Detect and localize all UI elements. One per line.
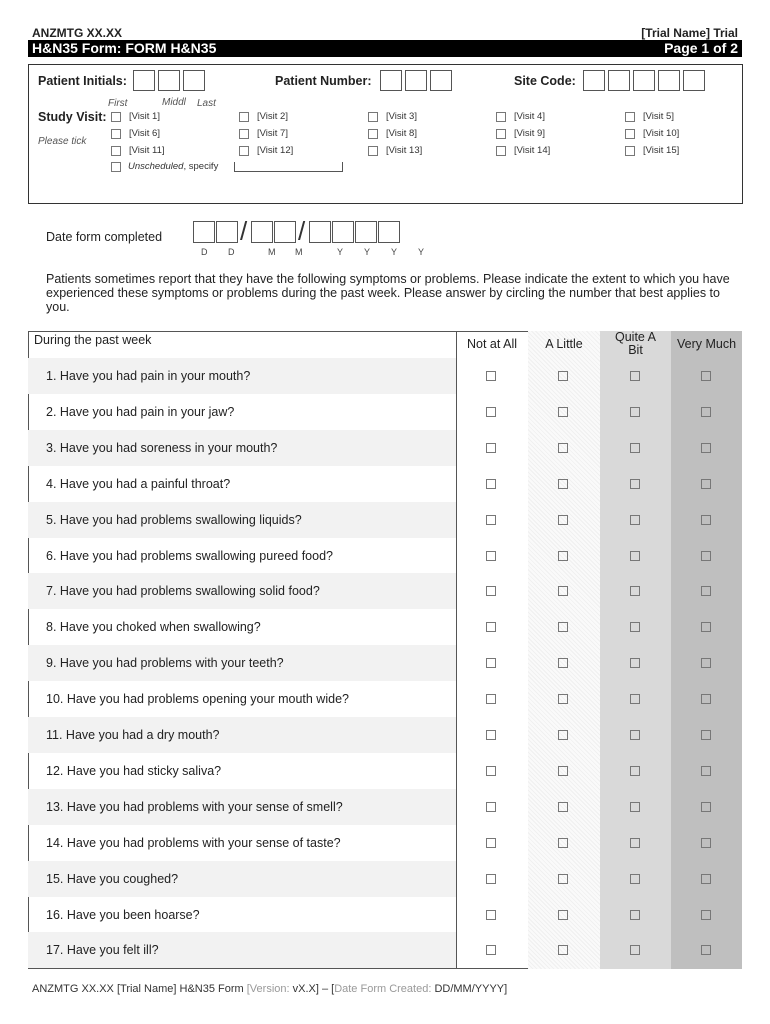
col-head-quite-a-bit: Quite A Bit bbox=[615, 330, 656, 357]
visit-label-3: [Visit 3] bbox=[386, 111, 417, 122]
instructions-text: Patients sometimes report that they have the following symptoms or problems. Please indicate the extent to which you have experienced these symptoms or problems during the past week. Please answer by circling the number that best applies to you. bbox=[46, 272, 730, 314]
question-text: 11. Have you had a dry mouth? bbox=[46, 728, 220, 742]
response-checkbox-q1-very-much[interactable] bbox=[701, 371, 711, 381]
visit-checkbox-7[interactable] bbox=[239, 129, 249, 139]
visit-checkbox-11[interactable] bbox=[111, 146, 121, 156]
response-checkbox-q10-very-much[interactable] bbox=[701, 694, 711, 704]
response-checkbox-q6-quite-a-bit[interactable] bbox=[630, 551, 640, 561]
date-letter-y1: Y bbox=[337, 247, 344, 257]
title-bar bbox=[28, 40, 742, 57]
col-head-not-at-all: Not at All bbox=[466, 336, 518, 351]
question-text: 3. Have you had soreness in your mouth? bbox=[46, 440, 278, 455]
question-text: 12. Have you had sticky saliva? bbox=[46, 763, 222, 778]
footer-version-value: vX.X bbox=[292, 983, 316, 995]
initials-first: First bbox=[108, 98, 128, 109]
visit-checkbox-10[interactable] bbox=[625, 129, 635, 139]
table-row bbox=[28, 645, 456, 681]
visit-checkbox-12[interactable] bbox=[239, 146, 249, 156]
table-row bbox=[28, 466, 456, 502]
unscheduled-text: Unscheduled bbox=[128, 161, 184, 172]
footer-separator: ] – [ bbox=[315, 983, 335, 995]
question-text: 17. Have you felt ill? bbox=[46, 943, 159, 958]
visit-label-15: [Visit 15] bbox=[643, 145, 680, 156]
date-slash-2: / bbox=[298, 216, 306, 246]
response-checkbox-q9-quite-a-bit[interactable] bbox=[630, 658, 640, 668]
visit-label-13: [Visit 13] bbox=[386, 145, 423, 156]
response-checkbox-q14-not-at-all[interactable] bbox=[486, 838, 496, 848]
response-checkbox-q12-not-at-all[interactable] bbox=[486, 766, 496, 776]
table-row bbox=[28, 932, 456, 968]
visit-label-5: [Visit 5] bbox=[643, 111, 674, 122]
response-checkbox-q2-not-at-all[interactable] bbox=[486, 407, 496, 417]
response-checkbox-q10-quite-a-bit[interactable] bbox=[630, 694, 640, 704]
table-row bbox=[28, 538, 456, 574]
response-checkbox-q4-quite-a-bit[interactable] bbox=[630, 479, 640, 489]
visit-label-10: [Visit 10] bbox=[643, 128, 680, 139]
initials-middle: Middl bbox=[162, 97, 186, 108]
response-checkbox-q5-not-at-all[interactable] bbox=[486, 515, 496, 525]
footer bbox=[32, 983, 507, 995]
visit-label-14: [Visit 14] bbox=[514, 145, 551, 156]
visit-label-1: [Visit 1] bbox=[129, 111, 160, 122]
table-row bbox=[28, 789, 456, 825]
form-title: H&N35 Form: FORM H&N35 bbox=[32, 40, 217, 56]
response-checkbox-q7-quite-a-bit[interactable] bbox=[630, 586, 640, 596]
col-head-very-much: Very Much bbox=[676, 336, 737, 351]
date-letter-y2: Y bbox=[364, 247, 371, 257]
question-text: 5. Have you had problems swallowing liquids? bbox=[46, 512, 302, 527]
visit-checkbox-9[interactable] bbox=[496, 129, 506, 139]
response-checkbox-q4-not-at-all[interactable] bbox=[486, 479, 496, 489]
visit-checkbox-3[interactable] bbox=[368, 112, 378, 122]
table-row bbox=[28, 861, 456, 897]
visit-checkbox-6[interactable] bbox=[111, 129, 121, 139]
period-label: During the past week bbox=[34, 333, 152, 347]
response-checkbox-q7-not-at-all[interactable] bbox=[486, 586, 496, 596]
response-checkbox-q14-a-little[interactable] bbox=[558, 838, 568, 848]
date-letter-d1: D bbox=[201, 247, 208, 257]
response-checkbox-q12-very-much[interactable] bbox=[701, 766, 711, 776]
response-checkbox-q7-a-little[interactable] bbox=[558, 586, 568, 596]
response-checkbox-q6-not-at-all[interactable] bbox=[486, 551, 496, 561]
response-checkbox-q6-a-little[interactable] bbox=[558, 551, 568, 561]
table-row bbox=[28, 897, 456, 933]
response-checkbox-q13-very-much[interactable] bbox=[701, 802, 711, 812]
date-day-boxes[interactable] bbox=[193, 221, 241, 243]
table-row bbox=[28, 609, 456, 645]
site-code-boxes[interactable] bbox=[583, 70, 708, 91]
response-checkbox-q4-very-much[interactable] bbox=[701, 479, 711, 489]
trial-name: [Trial Name] Trial bbox=[641, 26, 738, 40]
footer-close: ] bbox=[504, 983, 508, 995]
response-checkbox-q4-a-little[interactable] bbox=[558, 479, 568, 489]
response-checkbox-q1-a-little[interactable] bbox=[558, 371, 568, 381]
specify-text: , specify bbox=[183, 161, 219, 172]
response-checkbox-q16-quite-a-bit[interactable] bbox=[630, 910, 640, 920]
visit-checkbox-1[interactable] bbox=[111, 112, 121, 122]
response-checkbox-q11-quite-a-bit[interactable] bbox=[630, 730, 640, 740]
response-checkbox-q16-very-much[interactable] bbox=[701, 910, 711, 920]
response-checkbox-q11-a-little[interactable] bbox=[558, 730, 568, 740]
patient-number-label: Patient Number: bbox=[275, 74, 372, 88]
question-text: 4. Have you had a painful throat? bbox=[46, 476, 231, 491]
visit-checkbox-2[interactable] bbox=[239, 112, 249, 122]
response-checkbox-q9-a-little[interactable] bbox=[558, 658, 568, 668]
response-checkbox-q7-very-much[interactable] bbox=[701, 586, 711, 596]
footer-form-id: ANZMTG XX.XX [Trial Name] H&N35 Form bbox=[32, 983, 247, 995]
response-checkbox-q8-not-at-all[interactable] bbox=[486, 622, 496, 632]
response-checkbox-q1-not-at-all[interactable] bbox=[486, 371, 496, 381]
response-checkbox-q5-very-much[interactable] bbox=[701, 515, 711, 525]
response-checkbox-q9-not-at-all[interactable] bbox=[486, 658, 496, 668]
date-year-boxes[interactable] bbox=[309, 221, 403, 243]
response-checkbox-q12-a-little[interactable] bbox=[558, 766, 568, 776]
page-number: Page 1 of 2 bbox=[664, 40, 738, 56]
unscheduled-specify-field[interactable] bbox=[234, 162, 343, 172]
date-letter-d2: D bbox=[228, 247, 235, 257]
response-checkbox-q11-not-at-all[interactable] bbox=[486, 730, 496, 740]
footer-version-label: [Version: bbox=[246, 983, 293, 995]
question-text: 9. Have you had problems with your teeth? bbox=[46, 656, 284, 671]
response-checkbox-q15-very-much[interactable] bbox=[701, 874, 711, 884]
unscheduled-checkbox[interactable] bbox=[111, 162, 121, 172]
visit-label-4: [Visit 4] bbox=[514, 111, 545, 122]
response-checkbox-q15-quite-a-bit[interactable] bbox=[630, 874, 640, 884]
patient-initials-boxes[interactable] bbox=[133, 70, 208, 91]
visit-label-11: [Visit 11] bbox=[129, 145, 165, 156]
date-letter-m2: M bbox=[295, 247, 303, 257]
response-checkbox-q3-quite-a-bit[interactable] bbox=[630, 443, 640, 453]
response-checkbox-q3-not-at-all[interactable] bbox=[486, 443, 496, 453]
date-slash-1: / bbox=[240, 216, 248, 246]
footer-created-label: Date Form Created: bbox=[334, 983, 435, 995]
date-letter-m1: M bbox=[268, 247, 276, 257]
col-head-a-little: A Little bbox=[545, 336, 583, 351]
unscheduled-label bbox=[128, 161, 218, 172]
response-checkbox-q2-quite-a-bit[interactable] bbox=[630, 407, 640, 417]
response-checkbox-q16-a-little[interactable] bbox=[558, 910, 568, 920]
table-row bbox=[28, 717, 456, 753]
response-checkbox-q15-not-at-all[interactable] bbox=[486, 874, 496, 884]
response-checkbox-q14-quite-a-bit[interactable] bbox=[630, 838, 640, 848]
question-text: 8. Have you choked when swallowing? bbox=[46, 620, 261, 635]
table-row bbox=[28, 394, 456, 430]
visit-checkbox-4[interactable] bbox=[496, 112, 506, 122]
response-checkbox-q17-not-at-all[interactable] bbox=[486, 945, 496, 955]
visit-checkbox-14[interactable] bbox=[496, 146, 506, 156]
question-text: 2. Have you had pain in your jaw? bbox=[46, 404, 235, 419]
response-checkbox-q17-a-little[interactable] bbox=[558, 945, 568, 955]
question-text: 10. Have you had problems opening your mouth wide? bbox=[46, 692, 349, 707]
response-checkbox-q6-very-much[interactable] bbox=[701, 551, 711, 561]
site-code-label: Site Code: bbox=[514, 74, 576, 88]
initials-last: Last bbox=[197, 98, 216, 109]
footer-created-value: DD/MM/YYYY bbox=[434, 983, 505, 995]
please-tick-note: Please tick bbox=[38, 136, 87, 147]
response-checkbox-q8-a-little[interactable] bbox=[558, 622, 568, 632]
response-checkbox-q2-a-little[interactable] bbox=[558, 407, 568, 417]
response-checkbox-q16-not-at-all[interactable] bbox=[486, 910, 496, 920]
response-checkbox-q11-very-much[interactable] bbox=[701, 730, 711, 740]
visit-label-12: [Visit 12] bbox=[257, 145, 294, 156]
visit-checkbox-13[interactable] bbox=[368, 146, 378, 156]
response-checkbox-q17-quite-a-bit[interactable] bbox=[630, 945, 640, 955]
visit-checkbox-8[interactable] bbox=[368, 129, 378, 139]
table-row bbox=[28, 430, 456, 466]
date-completed-label: Date form completed bbox=[46, 230, 163, 244]
patient-number-boxes[interactable] bbox=[380, 70, 455, 91]
question-text: 7. Have you had problems swallowing solid food? bbox=[46, 584, 320, 599]
response-checkbox-q5-a-little[interactable] bbox=[558, 515, 568, 525]
table-row bbox=[28, 502, 456, 538]
date-letter-y3: Y bbox=[391, 247, 398, 257]
response-checkbox-q13-a-little[interactable] bbox=[558, 802, 568, 812]
response-checkbox-q3-a-little[interactable] bbox=[558, 443, 568, 453]
response-checkbox-q8-very-much[interactable] bbox=[701, 622, 711, 632]
response-checkbox-q15-a-little[interactable] bbox=[558, 874, 568, 884]
response-checkbox-q17-very-much[interactable] bbox=[701, 945, 711, 955]
question-text: 13. Have you had problems with your sense of smell? bbox=[46, 799, 343, 814]
table-row bbox=[28, 753, 456, 789]
question-text: 16. Have you been hoarse? bbox=[46, 907, 200, 922]
visit-label-9: [Visit 9] bbox=[514, 128, 545, 139]
visit-label-2: [Visit 2] bbox=[257, 111, 288, 122]
response-checkbox-q13-quite-a-bit[interactable] bbox=[630, 802, 640, 812]
response-checkbox-q8-quite-a-bit[interactable] bbox=[630, 622, 640, 632]
table-row bbox=[28, 681, 456, 717]
date-month-boxes[interactable] bbox=[251, 221, 299, 243]
question-text: 1. Have you had pain in your mouth? bbox=[46, 369, 251, 383]
date-letter-y4: Y bbox=[418, 247, 425, 257]
response-checkbox-q1-quite-a-bit[interactable] bbox=[630, 371, 640, 381]
table-row bbox=[28, 573, 456, 609]
visit-label-7: [Visit 7] bbox=[257, 128, 288, 139]
question-text: 14. Have you had problems with your sense of taste? bbox=[46, 835, 341, 850]
table-row bbox=[28, 825, 456, 861]
visit-label-6: [Visit 6] bbox=[129, 128, 160, 139]
table-row bbox=[28, 358, 456, 394]
visit-label-8: [Visit 8] bbox=[386, 128, 417, 139]
patient-initials-label: Patient Initials: bbox=[38, 74, 127, 88]
visit-checkbox-5[interactable] bbox=[625, 112, 635, 122]
protocol-id: ANZMTG XX.XX bbox=[32, 26, 123, 40]
response-checkbox-q14-very-much[interactable] bbox=[701, 838, 711, 848]
response-checkbox-q2-very-much[interactable] bbox=[701, 407, 711, 417]
response-checkbox-q3-very-much[interactable] bbox=[701, 443, 711, 453]
response-checkbox-q5-quite-a-bit[interactable] bbox=[630, 515, 640, 525]
response-checkbox-q10-not-at-all[interactable] bbox=[486, 694, 496, 704]
response-checkbox-q10-a-little[interactable] bbox=[558, 694, 568, 704]
response-checkbox-q13-not-at-all[interactable] bbox=[486, 802, 496, 812]
study-visit-label: Study Visit: bbox=[38, 110, 107, 124]
response-checkbox-q12-quite-a-bit[interactable] bbox=[630, 766, 640, 776]
question-text: 15. Have you coughed? bbox=[46, 871, 179, 886]
question-text: 6. Have you had problems swallowing pureed food? bbox=[46, 548, 333, 563]
response-checkbox-q9-very-much[interactable] bbox=[701, 658, 711, 668]
visit-checkbox-15[interactable] bbox=[625, 146, 635, 156]
